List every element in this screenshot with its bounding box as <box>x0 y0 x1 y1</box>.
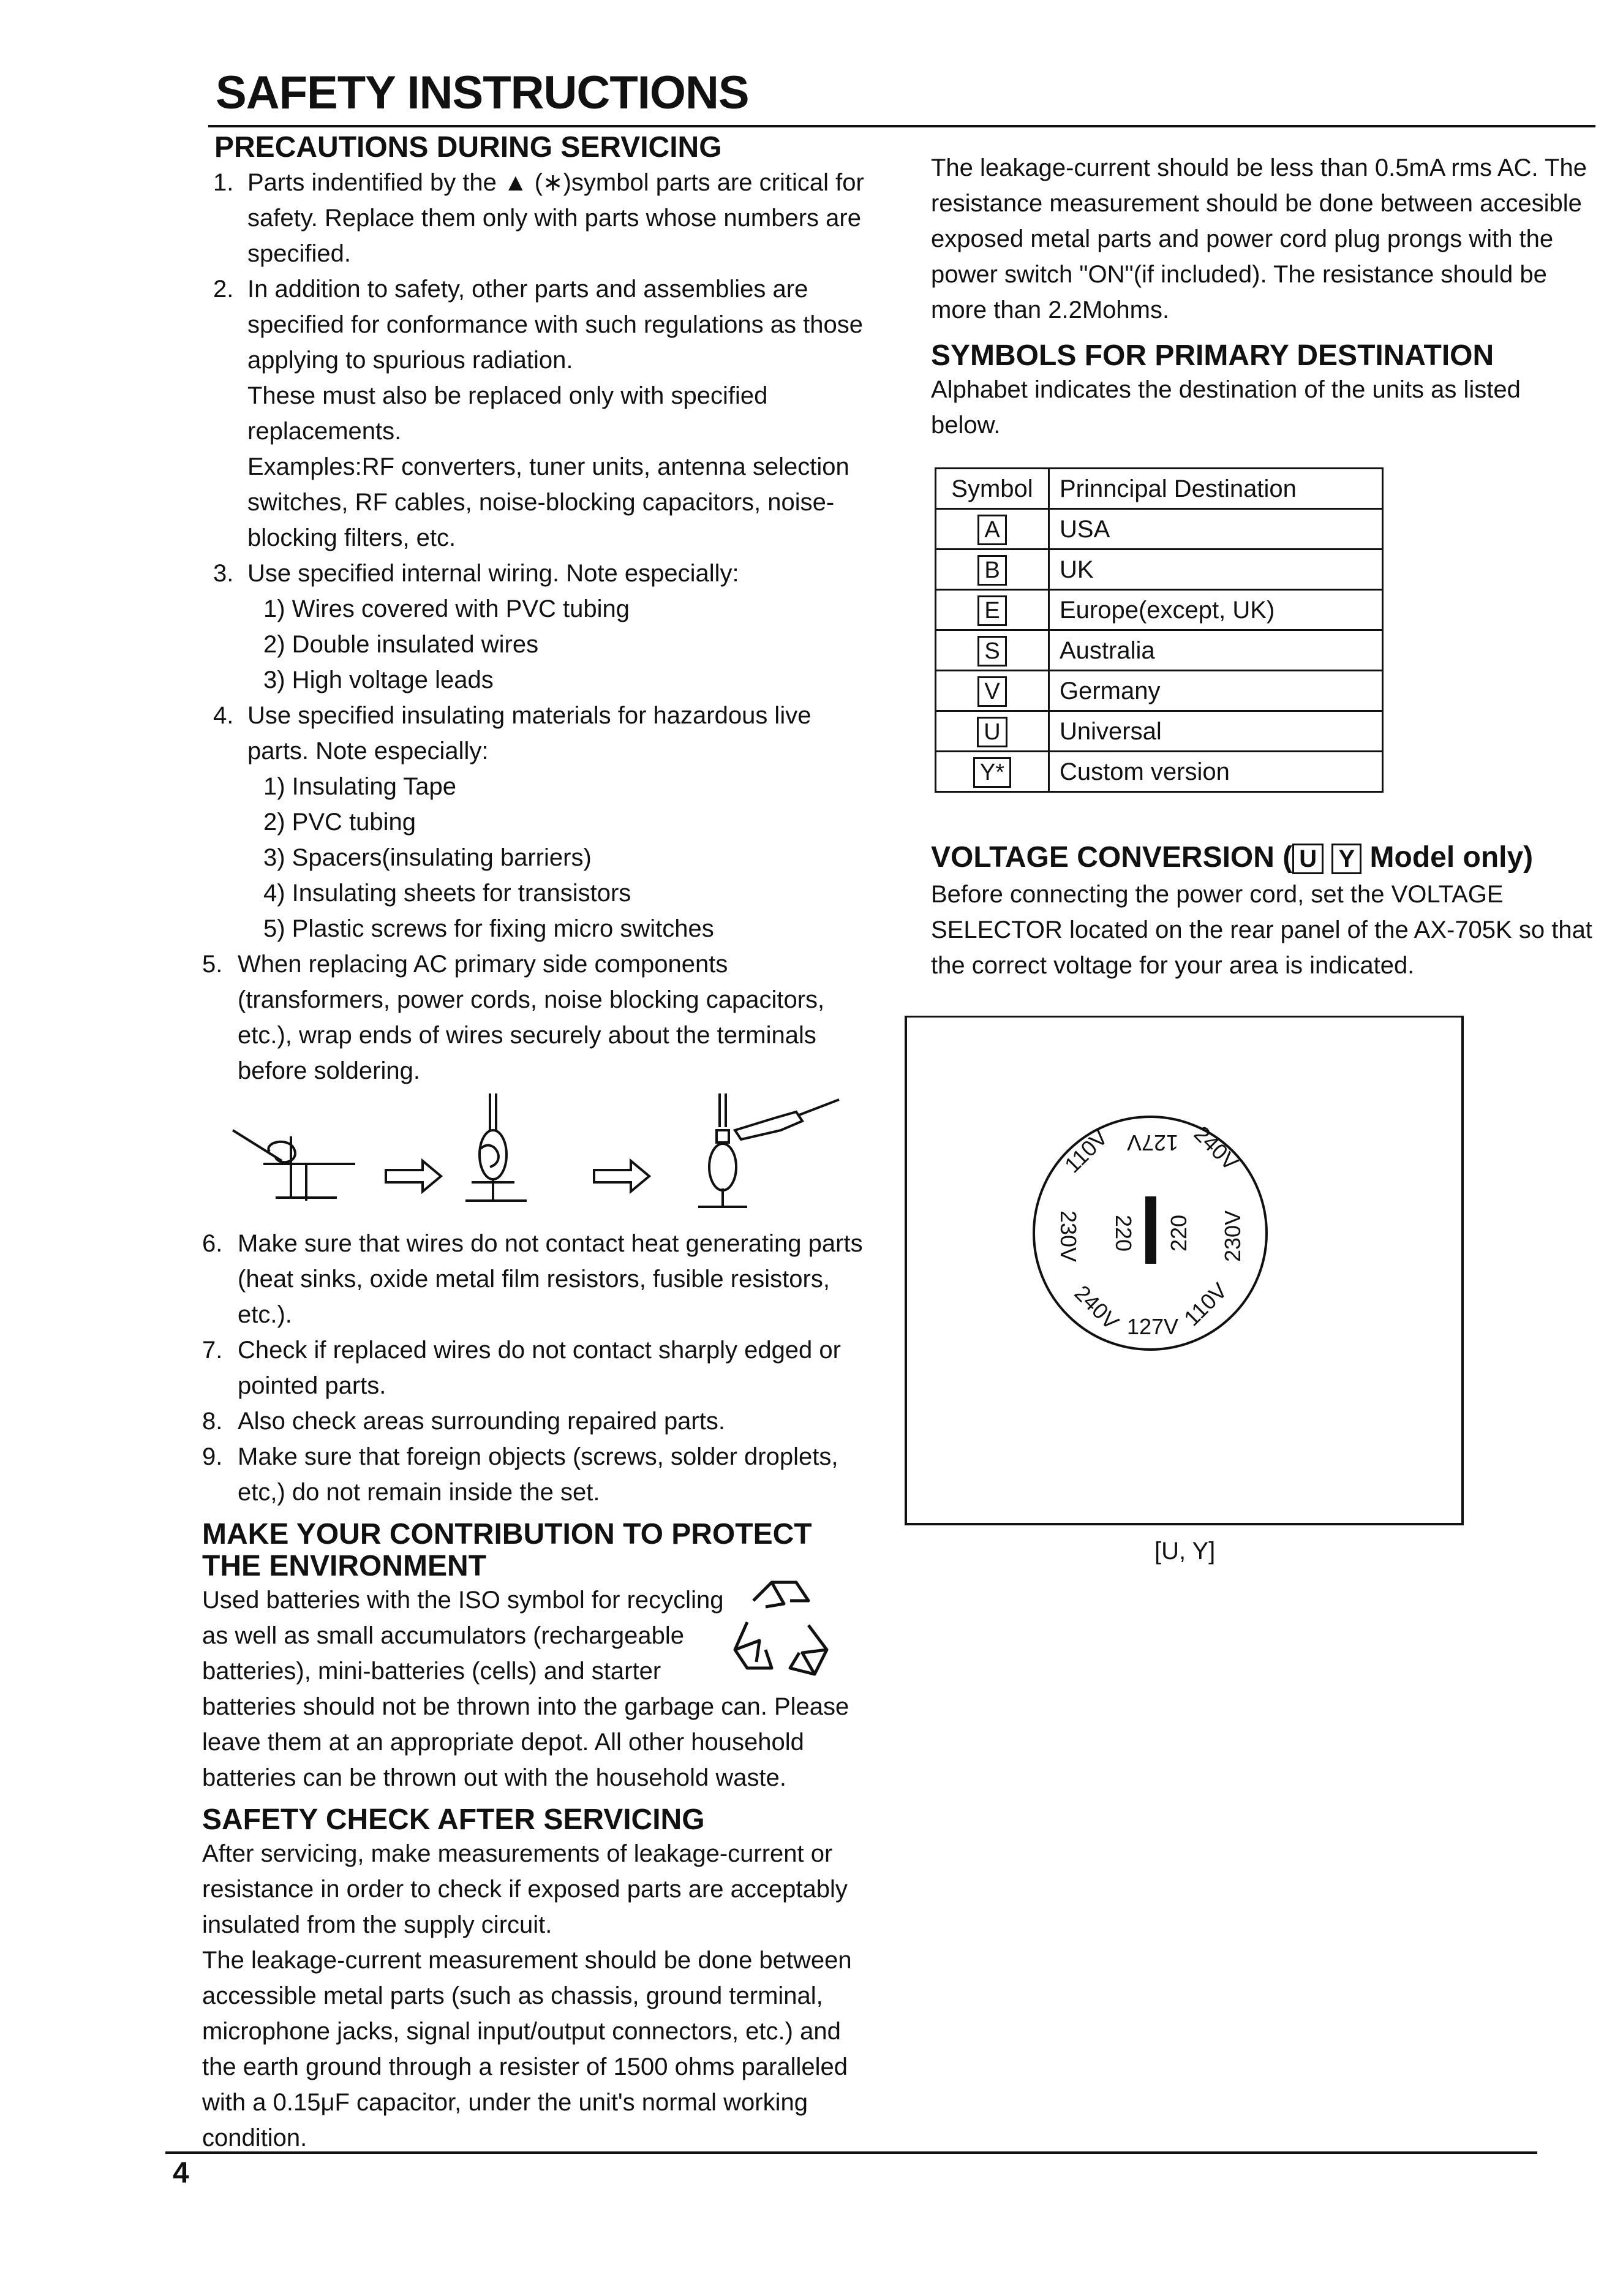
environment-text-rest: batteries should not be thrown into the garbage can. Please leave them at an appropriate depot. All other household batteries can be thrown out with the household waste. <box>202 1693 849 1791</box>
footer-rule <box>165 2151 1537 2154</box>
symbol-code: Y* <box>973 757 1011 788</box>
destination-name: Australia <box>1049 630 1383 671</box>
list-item-5 <box>202 946 879 1089</box>
dial-label-240v-bottom: 240V <box>1069 1280 1124 1335</box>
symbol-code: S <box>977 636 1006 667</box>
page-title: SAFETY INSTRUCTIONS <box>216 67 749 119</box>
item-number: 1. <box>213 169 234 196</box>
item-number: 6. <box>202 1230 223 1257</box>
item-number: 9. <box>202 1443 223 1470</box>
item-number: 3. <box>213 560 234 587</box>
list-item-6 <box>202 1226 879 1332</box>
table-row <box>936 590 1383 630</box>
item-text: Parts indentified by the ▲ (∗)symbol parts are critical for safety. Replace them only with parts whose numbers are specified. <box>247 169 864 267</box>
voltage-heading <box>931 842 1595 874</box>
destination-name: Germany <box>1049 671 1383 711</box>
voltage-selector-figure <box>905 1016 1464 1525</box>
symbol-code: U <box>977 717 1007 747</box>
table-row <box>936 711 1383 752</box>
item-text: Use specified internal wiring. Note especially: <box>247 560 739 587</box>
precautions-heading: PRECAUTIONS DURING SERVICING <box>214 131 722 164</box>
column-header-destination: Prinncipal Destination <box>1049 469 1383 509</box>
dial-label-220-right: 220 <box>1166 1214 1191 1252</box>
left-column <box>202 132 879 2156</box>
table-row <box>936 671 1383 711</box>
sub-item: 3) Spacers(insulating barriers) <box>263 844 592 871</box>
sub-item: 4) Insulating sheets for transistors <box>263 880 631 907</box>
item-number: 4. <box>213 702 234 729</box>
destination-name: UK <box>1049 549 1383 590</box>
environment-paragraph <box>202 1582 879 1689</box>
table-row <box>936 752 1383 792</box>
safety-check-paragraph-1: After servicing, make measurements of leakage-current or resistance in order to check if exposed parts are acceptably insulated from the supply circuit. <box>202 1840 848 1938</box>
environment-heading-line2: THE ENVIRONMENT <box>202 1550 487 1582</box>
sub-item: 5) Plastic screws for fixing micro switches <box>263 915 714 942</box>
symbol-code: V <box>977 676 1006 707</box>
symbol-code: A <box>977 515 1006 545</box>
voltage-heading-suffix: Model only) <box>1369 841 1534 874</box>
table-row <box>936 630 1383 671</box>
item-text: Check if replaced wires do not contact sharply edged or pointed parts. <box>238 1337 841 1399</box>
list-item-7 <box>202 1332 879 1403</box>
dial-label-110v-top: 110V <box>1059 1124 1113 1178</box>
figure-caption: [U, Y] <box>1154 1538 1216 1565</box>
symbols-heading: SYMBOLS FOR PRIMARY DESTINATION <box>931 339 1494 372</box>
item-number: 8. <box>202 1408 223 1435</box>
item-text: Make sure that wires do not contact heat generating parts (heat sinks, oxide metal film resistors, fusible resistors, etc.). <box>238 1230 863 1328</box>
destination-table <box>935 467 1384 793</box>
safety-check-heading: SAFETY CHECK AFTER SERVICING <box>202 1803 705 1836</box>
column-header-symbol: Symbol <box>936 469 1049 509</box>
symbol-code: E <box>977 595 1006 626</box>
destination-name: Universal <box>1049 711 1383 752</box>
item-extra-text: These must also be replaced only with specified replacements. <box>247 382 768 445</box>
list-item-4 <box>213 698 879 946</box>
destination-name: Europe(except, UK) <box>1049 590 1383 630</box>
table-row <box>936 549 1383 590</box>
table-row <box>936 509 1383 549</box>
page-number: 4 <box>173 2157 189 2189</box>
safety-check-paragraph-3: The leakage-current should be less than 0.5mA rms AC. The resistance measurement should be done between accesible exposed metal parts and power cord plug prongs with the power switch "ON"(if included). The resistance should be more than 2.2Mohms. <box>931 154 1587 323</box>
item-number: 5. <box>202 951 223 978</box>
symbols-intro: Alphabet indicates the destination of the units as listed below. <box>931 376 1521 439</box>
voltage-selector-dial <box>905 1016 1459 1521</box>
item-number: 2. <box>213 276 234 303</box>
item-text: Use specified insulating materials for hazardous live parts. Note especially: <box>247 702 812 765</box>
item-extra-text: Examples:RF converters, tuner units, antenna selection switches, RF cables, noise-blocking capacitors, noise-blocking filters, etc. <box>247 453 849 551</box>
dial-label-220-left: 220 <box>1111 1214 1136 1252</box>
recycling-icon <box>729 1576 833 1699</box>
environment-text: Used batteries with the ISO symbol for recycling as well as small accumulators (rechargeable batteries), mini-batteries (cells) and starter <box>202 1587 724 1685</box>
symbol-code: B <box>977 555 1006 586</box>
sub-item: 2) Double insulated wires <box>263 631 539 658</box>
voltage-text: Before connecting the power cord, set the VOLTAGE SELECTOR located on the rear panel of the AX-705K so that the correct voltage for your area is indicated. <box>931 881 1592 979</box>
list-item-1 <box>213 165 879 271</box>
voltage-symbol-y: Y <box>1331 844 1361 874</box>
right-column <box>931 150 1595 983</box>
voltage-heading-prefix: VOLTAGE CONVERSION ( <box>931 841 1293 874</box>
dial-label-240v-top: 240V <box>1189 1120 1244 1176</box>
dial-label-127v-top: 127V <box>1126 1130 1179 1155</box>
item-number: 7. <box>202 1337 223 1364</box>
sub-item: 2) PVC tubing <box>263 809 416 836</box>
dial-label-230v-left: 230V <box>1056 1210 1081 1263</box>
safety-check-paragraph-2: The leakage-current measurement should be done between accessible metal parts (such as chassis, ground terminal, microphone jacks, signal input/output connectors, etc.) and the earth ground through a resister of 1500 ohms paralleled with a 0.15μF capacitor, under the unit's normal working condition. <box>202 1947 852 2151</box>
list-item-3 <box>213 556 879 698</box>
dial-label-127v-bottom: 127V <box>1126 1314 1179 1339</box>
destination-name: Custom version <box>1049 752 1383 792</box>
voltage-symbol-u: U <box>1292 844 1324 874</box>
list-item-2 <box>213 271 879 556</box>
sub-item: 1) Wires covered with PVC tubing <box>263 595 630 622</box>
list-item-9 <box>202 1439 879 1510</box>
item-text: When replacing AC primary side components (transformers, power cords, noise blocking capacitors, etc.), wrap ends of wires securely about the terminals before soldering. <box>238 951 825 1084</box>
dial-label-230v-right: 230V <box>1220 1210 1245 1263</box>
wire-wrapping-illustration <box>202 1093 876 1222</box>
item-text: Also check areas surrounding repaired parts. <box>238 1408 725 1435</box>
item-text: In addition to safety, other parts and assemblies are specified for conformance with such regulations as those applying to spurious radiation. <box>247 276 863 374</box>
title-rule <box>208 125 1595 127</box>
sub-item: 1) Insulating Tape <box>263 773 457 800</box>
sub-item: 3) High voltage leads <box>263 667 494 693</box>
list-item-8 <box>202 1403 879 1439</box>
destination-name: USA <box>1049 509 1383 549</box>
table-header-row <box>936 469 1383 509</box>
item-text: Make sure that foreign objects (screws, solder droplets, etc,) do not remain inside the set. <box>238 1443 838 1506</box>
dial-label-110v-bottom: 110V <box>1178 1277 1232 1331</box>
environment-heading-line1: MAKE YOUR CONTRIBUTION TO PROTECT <box>202 1518 812 1550</box>
